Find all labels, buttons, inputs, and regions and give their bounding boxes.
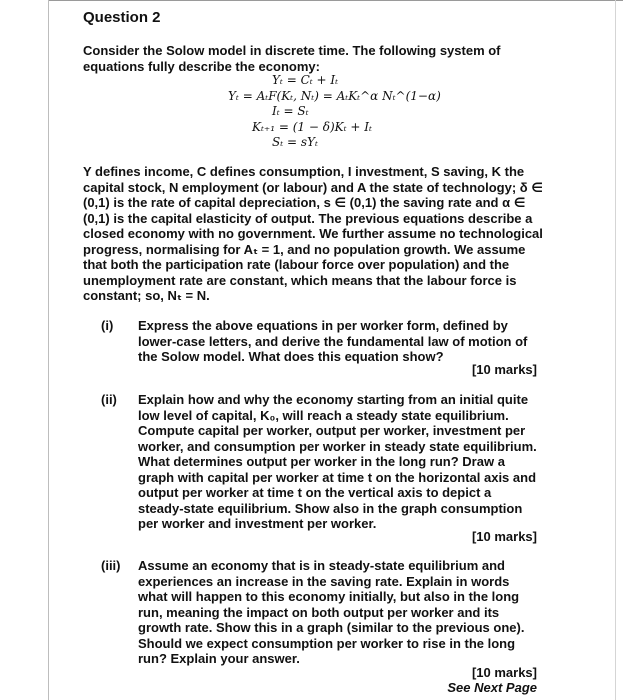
page-border-right — [615, 0, 616, 700]
question-intro: Consider the Solow model in discrete time. The following system of equations fully describe the economy: — [83, 43, 501, 74]
part-i-marks: [10 marks] — [471, 362, 537, 377]
variable-definitions: Y defines income, C defines consumption, I investment, S saving, K the capital stock, N employment (or labour) and A the state of technology; δ ∈ (0,1) is the rate of capital depreciation, s ∈ (0,1) the saving rate and α ∈ (0,1) is the capital elasticity of output. The previous equations describe a closed economy with no government. We further assume no technological progress, normalising for Aₜ = 1, and no population growth. We assume that both the participation rate (labour force over population) and the unemployment rate are constant, which means that the labour force is constant; so, Nₜ = N. — [83, 164, 543, 303]
equation-saving-rate: Sₜ = sYₜ — [272, 135, 318, 149]
question-title: Question 2 — [83, 9, 161, 26]
equation-investment-saving: Iₜ = Sₜ — [272, 104, 309, 118]
see-next-page-note: See Next Page — [447, 680, 537, 695]
part-ii-number: (ii) — [101, 392, 117, 407]
equation-income-identity: Yₜ = Cₜ + Iₜ — [272, 73, 339, 87]
equation-capital-accumulation: Kₜ₊₁ = (1 − δ)Kₜ + Iₜ — [252, 119, 372, 134]
page-border-top — [48, 0, 623, 1]
part-ii-text: Explain how and why the economy starting from an initial quite low level of capital, K₀, will reach a steady state equilibrium. Compute capital per worker, output per worker, investment per worker, and consumption per worker in steady state equilibrium. What determines output per worker in the long run? Draw a graph with capital per worker at time t on the horizontal axis and output per worker at time t on the vertical axis to depict a steady-state equilibrium. Show also in the graph consumption per worker and investment per worker. — [138, 392, 537, 531]
part-iii-text: Assume an economy that is in steady-state equilibrium and experiences an increase in the saving rate. Explain in words what will happen to this economy initially, but also in the long run, meaning the impact on both output per worker and its growth rate. Show this in a graph (similar to the previous one). Should we expect consumption per worker to rise in the long run? Explain your answer. — [138, 558, 525, 666]
part-i-number: (i) — [101, 318, 114, 333]
equation-production-function: Yₜ = AₜF(Kₜ, Nₜ) = AₜKₜ^α Nₜ^(1−α) — [228, 88, 441, 103]
part-iii-number: (iii) — [101, 558, 121, 573]
part-iii-marks: [10 marks] — [471, 665, 537, 680]
equation-system — [190, 73, 441, 151]
part-i-text: Express the above equations in per worker form, defined by lower-case letters, and derive the fundamental law of motion of the Solow model. What does this equation show? — [138, 318, 528, 364]
page-border-left — [48, 0, 49, 700]
part-ii-marks: [10 marks] — [471, 529, 537, 544]
